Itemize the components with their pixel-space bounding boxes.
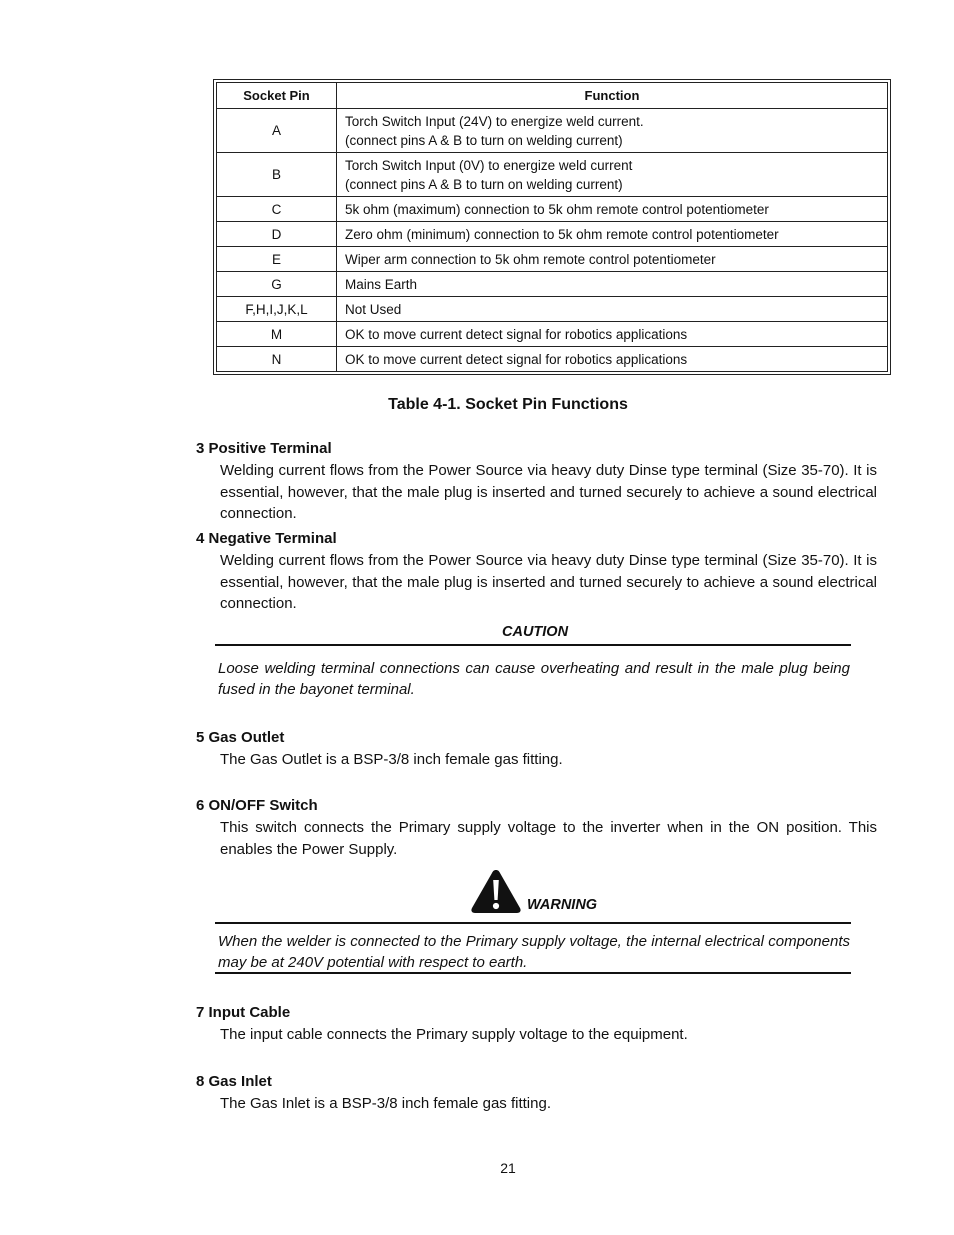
warning-divider-bottom <box>215 972 851 974</box>
function-cell: OK to move current detect signal for robotics applications <box>337 347 888 372</box>
column-header-function: Function <box>337 83 888 109</box>
warning-title: WARNING <box>527 897 598 913</box>
table-caption-text: Table 4-1. Socket Pin Functions <box>388 396 628 413</box>
page-number-text: 21 <box>500 1160 516 1176</box>
pin-cell: A <box>217 109 337 153</box>
pin-cell: G <box>217 272 337 297</box>
function-line: (connect pins A & B to turn on welding current) <box>345 132 623 148</box>
pin-cell: F,H,I,J,K,L <box>217 297 337 322</box>
section-text-gas-inlet: The Gas Inlet is a BSP-3/8 inch female gas fitting. <box>220 1095 551 1112</box>
table-row <box>217 322 888 347</box>
socket-pin-table-grid <box>216 82 888 372</box>
socket-pin-table <box>213 79 891 375</box>
function-line: Torch Switch Input (0V) to energize weld current <box>345 157 633 173</box>
section-text-onoff-switch: This switch connects the Primary supply voltage to the inverter when in the ON position. This enables the Power Supply. <box>220 819 877 858</box>
section-heading-negative-terminal: 4 Negative Terminal <box>196 530 337 547</box>
function-line: Torch Switch Input (24V) to energize weld current. <box>345 113 644 129</box>
pin-cell: N <box>217 347 337 372</box>
warning-divider-top <box>215 922 851 924</box>
section-text-positive-terminal: Welding current flows from the Power Source via heavy duty Dinse type terminal (Size 35-70). It is essential, however, that the male plug is inserted and turned securely to achieve a sound electrical connection. <box>220 462 877 522</box>
pin-cell: M <box>217 322 337 347</box>
table-row <box>217 109 888 153</box>
function-cell: Mains Earth <box>337 272 888 297</box>
section-text-negative-terminal: Welding current flows from the Power Source via heavy duty Dinse type terminal (Size 35-70). It is essential, however, that the male plug is inserted and turned securely to achieve a sound electrical connection. <box>220 552 877 612</box>
warning-triangle-icon <box>470 868 522 914</box>
function-line: (connect pins A & B to turn on welding current) <box>345 176 623 192</box>
section-heading-positive-terminal: 3 Positive Terminal <box>196 440 332 457</box>
caution-text: Loose welding terminal connections can cause overheating and result in the male plug being fused in the bayonet terminal. <box>218 660 850 698</box>
function-cell: Zero ohm (minimum) connection to 5k ohm remote control potentiometer <box>337 222 888 247</box>
column-header-socket-pin: Socket Pin <box>217 83 337 109</box>
section-heading-input-cable: 7 Input Cable <box>196 1004 291 1021</box>
section-heading-gas-inlet: 8 Gas Inlet <box>196 1073 272 1090</box>
table-row <box>217 153 888 197</box>
table-row <box>217 272 888 297</box>
section-heading-gas-outlet: 5 Gas Outlet <box>196 729 285 746</box>
section-text-gas-outlet: The Gas Outlet is a BSP-3/8 inch female gas fitting. <box>220 751 563 768</box>
table-row <box>217 222 888 247</box>
function-cell: Wiper arm connection to 5k ohm remote control potentiometer <box>337 247 888 272</box>
function-cell: 5k ohm (maximum) connection to 5k ohm remote control potentiometer <box>337 197 888 222</box>
table-row <box>217 347 888 372</box>
caution-title: CAUTION <box>502 624 569 640</box>
warning-text: When the welder is connected to the Primary supply voltage, the internal electrical components may be at 240V potential with respect to earth. <box>218 933 850 971</box>
table-caption <box>0 396 954 414</box>
pin-cell: C <box>217 197 337 222</box>
section-heading-onoff-switch: 6 ON/OFF Switch <box>196 797 318 814</box>
table-row <box>217 247 888 272</box>
function-cell: OK to move current detect signal for robotics applications <box>337 322 888 347</box>
section-text-input-cable: The input cable connects the Primary supply voltage to the equipment. <box>220 1026 688 1043</box>
caution-divider <box>215 644 851 646</box>
pin-cell: B <box>217 153 337 197</box>
function-cell <box>337 109 888 153</box>
pin-cell: E <box>217 247 337 272</box>
function-cell: Not Used <box>337 297 888 322</box>
table-row <box>217 297 888 322</box>
table-row <box>217 197 888 222</box>
pin-cell: D <box>217 222 337 247</box>
page-number <box>0 1160 954 1176</box>
function-cell <box>337 153 888 197</box>
